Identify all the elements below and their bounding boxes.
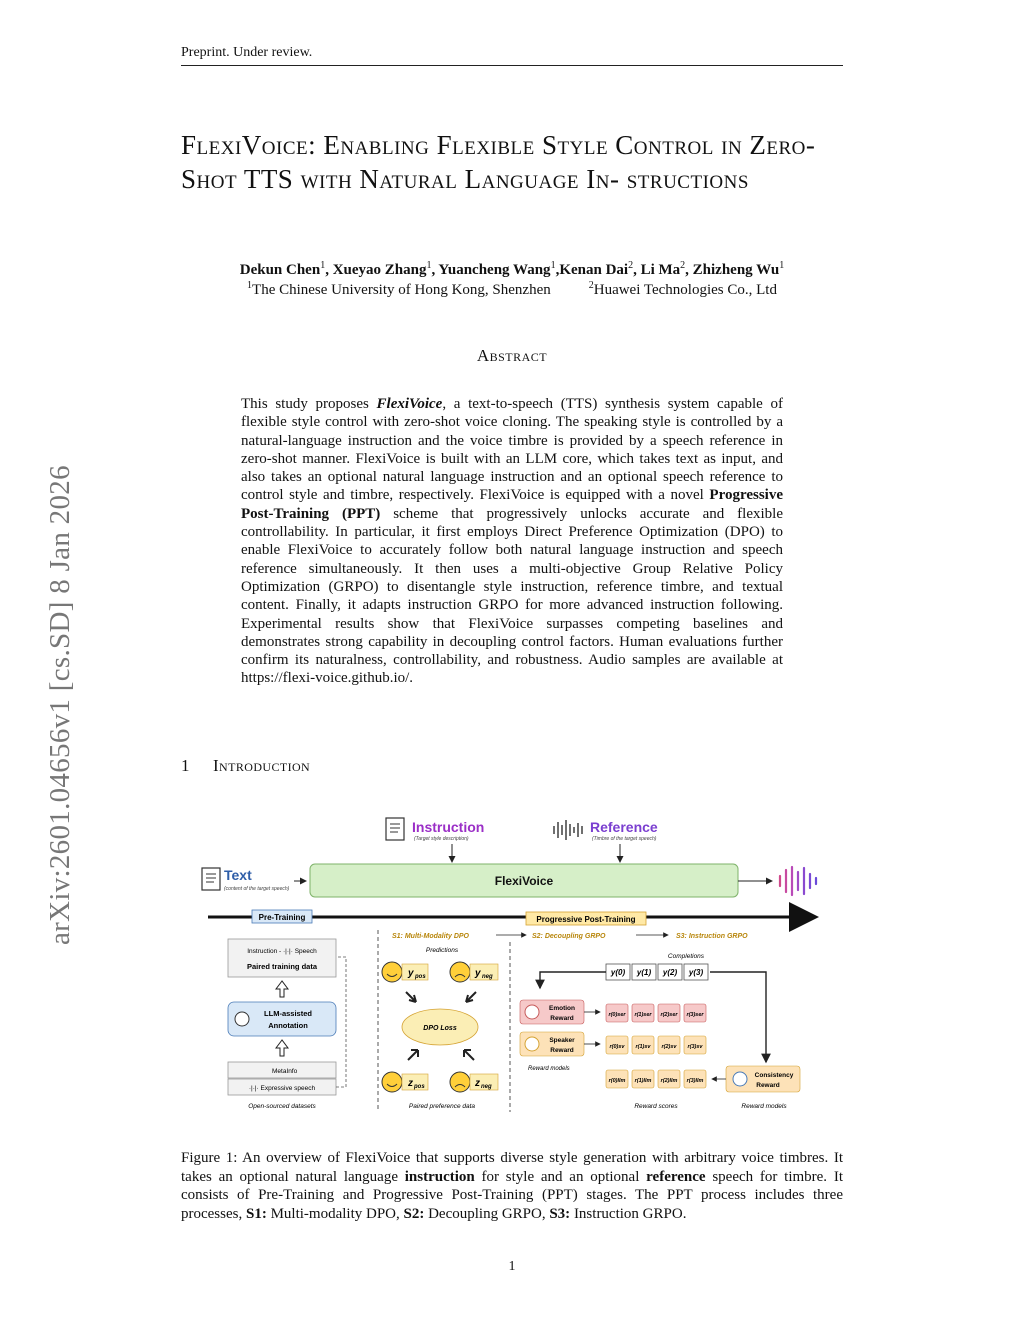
affiliation-mark: 1 (426, 260, 432, 271)
pretraining-column (228, 939, 346, 1110)
speaker-label-2: Reward (550, 1047, 574, 1054)
reward-models-left-caption: Reward models (528, 1066, 570, 1072)
paper-title: FlexiVoice: Enabling Flexible Style Control in Zero-Shot TTS with Natural Language In- structions (181, 130, 816, 194)
running-header: Preprint. Under review. (181, 45, 313, 60)
happy-face-icon (382, 1072, 402, 1092)
ypos-label: y (408, 968, 414, 979)
consistency-label-2: Reward (756, 1082, 780, 1089)
overview-figure (196, 812, 828, 1117)
reward-scores-caption: Reward scores (634, 1103, 678, 1110)
caption-text: Instruction GRPO. (570, 1205, 687, 1222)
core-label: FlexiVoice (494, 874, 554, 888)
dpo-loss-label: DPO Loss (423, 1025, 457, 1032)
arxiv-stamp: arXiv:2601.04656v1 [cs.SD] 8 Jan 2026 (44, 465, 76, 945)
caption-bold: S2: (403, 1205, 425, 1222)
author: Yuancheng Wang (438, 262, 551, 278)
caption-bold: S1: (245, 1205, 267, 1222)
completions-label: Completions (667, 953, 705, 960)
caption-text: Multi-modality DPO, (266, 1205, 404, 1222)
affiliation-list (181, 280, 843, 299)
abstract-text: This study proposes (241, 396, 377, 412)
emotion-icon (525, 1005, 539, 1019)
reference-input (554, 819, 658, 862)
expressive-label: ·|·|· Expressive speech (248, 1085, 316, 1092)
zneg-label: z (475, 1078, 480, 1089)
affiliation-mark: 1 (550, 260, 556, 271)
document-icon (386, 818, 404, 840)
paired-data-box (228, 939, 336, 977)
reward-score-label: r(2)sv (661, 1044, 677, 1050)
affiliation-mark: 2 (680, 260, 686, 271)
zneg-subscript: neg (481, 1084, 492, 1090)
paired-data-top: Instruction - ·|·|· Speech (247, 948, 317, 955)
ypos-subscript: pos (415, 974, 426, 980)
completion-label: y(3) (688, 968, 704, 977)
reward-score-label: r(3)sv (687, 1044, 703, 1050)
paired-data-label: Paired training data (246, 962, 318, 971)
author: Li Ma (640, 262, 681, 278)
affiliation-mark: 2 (628, 260, 634, 271)
text-input (202, 867, 306, 892)
section-title: Introduction (213, 756, 311, 775)
zpos-subscript: pos (414, 1084, 425, 1090)
reward-score-label: r(0)ser (608, 1012, 626, 1018)
instruction-input (386, 818, 484, 862)
open-source-caption: Open-sourced datasets (248, 1103, 316, 1110)
reference-sublabel: (Timbre of the target speech) (592, 836, 657, 842)
sad-face-icon (450, 962, 470, 982)
reward-score-label: r(3)ser (686, 1012, 704, 1018)
waveform-icon (554, 820, 582, 840)
reward-score-label: r(1)llm (634, 1078, 652, 1084)
llm-label-2: Annotation (268, 1021, 308, 1030)
affiliation: The Chinese University of Hong Kong, Shenzhen (252, 282, 551, 298)
reward-score-label: r(1)ser (634, 1012, 652, 1018)
sad-face-icon (450, 1072, 470, 1092)
paired-pref-caption: Paired preference data (408, 1103, 476, 1110)
text-sublabel: (content of the target speech) (224, 886, 290, 892)
emotion-label-1: Emotion (549, 1005, 575, 1012)
pretraining-label: Pre-Training (258, 913, 306, 922)
metainfo-label: MetaInfo (272, 1068, 298, 1075)
caption-bold: instruction (404, 1168, 475, 1185)
completion-label: y(0) (610, 968, 626, 977)
reward-score-label: r(2)ser (660, 1012, 678, 1018)
grpo-column (520, 953, 800, 1110)
section-number: 1 (181, 756, 190, 775)
predictions-label: Predictions (425, 947, 459, 954)
yneg-label: y (475, 968, 481, 979)
s3-label: S3: Instruction GRPO (676, 933, 748, 940)
reward-score-label: r(3)llm (686, 1078, 704, 1084)
caption-bold: S3: (549, 1205, 571, 1222)
author: Dekun Chen (239, 262, 321, 278)
section-heading (181, 756, 310, 776)
emotion-label-2: Reward (550, 1015, 574, 1022)
zpos-label: z (408, 1078, 413, 1089)
speaker-label-1: Speaker (549, 1037, 575, 1044)
llm-label-1: LLM-assisted (264, 1009, 312, 1018)
reward-score-label: r(2)llm (660, 1078, 678, 1084)
reward-score-label: r(1)sv (635, 1044, 651, 1050)
affiliation-mark: 1 (247, 280, 253, 291)
system-name: FlexiVoice (376, 396, 443, 412)
caption-label: Figure 1: (181, 1150, 238, 1166)
ppt-label: Progressive Post-Training (536, 915, 636, 924)
caption-bold: reference (646, 1168, 706, 1185)
author-list: Dekun Chen$^1$, Xueyao Zhang$^1$, Yuancheng Wang$^1$,Kenan Dai$^2$, Li Ma$^2$, Zhizheng Wu$^1$ (239, 260, 785, 278)
caption-text: speech for timbre. It consists of Pre-Training and Progressive Post-Training (PPT) stages. The PPT process includes three processes, (181, 1168, 843, 1222)
abstract-text: , a text-to-speech (TTS) synthesis system capable of flexible style control with zero-shot voice cloning. The speaking style is controlled by a natural-language instruction and the voice timbre is provided by a speech reference in zero-shot manner. FlexiVoice is built with an LLM core, which takes text as input, and also takes an optional natural language instruction and an optional speech reference to control style and timbre, respectively. FlexiVoice is equipped with a novel (241, 396, 784, 504)
abstract-heading: Abstract (476, 346, 548, 365)
affiliation-mark: 1 (779, 260, 785, 271)
reference-label: Reference (590, 819, 658, 835)
up-arrow-icon (276, 1040, 288, 1056)
robot-icon (733, 1072, 747, 1086)
up-arrow-icon (276, 981, 288, 997)
s1-label: S1: Multi-Modality DPO (392, 933, 469, 940)
document-icon (202, 868, 220, 890)
completion-label: y(1) (636, 968, 652, 977)
s1-dpo-column (382, 947, 498, 1110)
author: Kenan Dai (559, 262, 629, 278)
header-rule (181, 65, 843, 66)
ppt-term: Progressive Post-Training (PPT) (241, 487, 783, 522)
instruction-sublabel: (Target style description) (414, 836, 469, 842)
caption-text: An overview of FlexiVoice that supports diverse style generation with arbitrary voice timbres. It takes an optional natural language (181, 1150, 843, 1185)
affiliation-mark: 1 (320, 260, 326, 271)
s2-label: S2: Decoupling GRPO (532, 933, 606, 940)
affiliation-mark: 2 (588, 280, 594, 291)
output-waveform-icon (780, 867, 816, 895)
yneg-subscript: neg (482, 974, 493, 980)
reward-score-label: r(0)sv (609, 1044, 625, 1050)
abstract-body (241, 395, 783, 688)
text-label: Text (224, 867, 252, 883)
instruction-label: Instruction (412, 819, 485, 835)
abstract-text: scheme that progressively unlocks accurate and flexible controllability. In particular, it first employs Direct Preference Optimization (DPO) to enable FlexiVoice to accurately follow both natural language instruction and speech reference simultaneously. It then uses a multi-objective Group Relative Policy Optimization (GRPO) to disentangle style instruction, reference timbre, and textual content. Finally, it adapts instruction GRPO for more advanced instruction following. Experimental results show that FlexiVoice surpasses competing baselines and demonstrates strong capability in decoupling control factors. Human evaluations further confirm its naturalness, controllability, and robustness. Audio samples are available at https://flexi-voice.github.io/. (241, 505, 783, 687)
consistency-label-1: Consistency (754, 1072, 794, 1079)
author: Xueyao Zhang (332, 262, 427, 278)
reward-models-right-caption: Reward models (741, 1103, 787, 1110)
completion-label: y(2) (662, 968, 678, 977)
figure-caption (181, 1149, 843, 1223)
caption-text: for style and an optional (474, 1168, 647, 1185)
speaker-icon (525, 1037, 539, 1051)
caption-text: Decoupling GRPO, (424, 1205, 550, 1222)
happy-face-icon (382, 962, 402, 982)
affiliation: Huawei Technologies Co., Ltd (593, 282, 777, 298)
author: Zhizheng Wu (692, 262, 780, 278)
ai-icon (235, 1012, 249, 1026)
page-number: 1 (508, 1259, 516, 1274)
reward-score-label: r(0)llm (608, 1078, 626, 1084)
